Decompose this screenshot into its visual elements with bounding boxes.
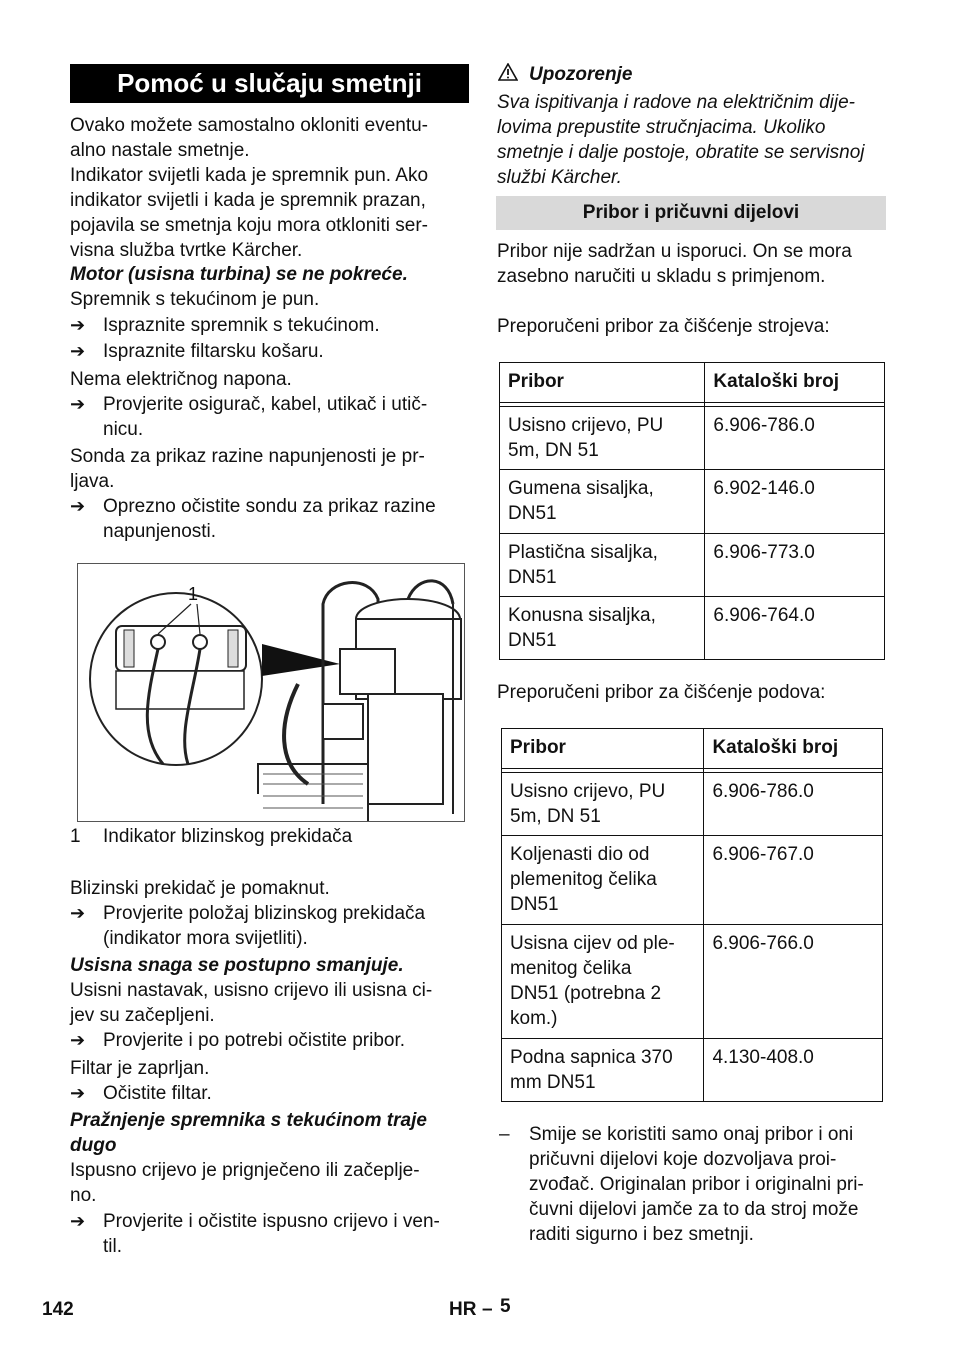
cause-probe-dirty: Sonda za prikaz razine napunjenosti je pr- ljava. <box>70 446 425 492</box>
footer-language: HR <box>449 1299 477 1320</box>
cause-filter-dirty: Filtar je zaprljan. <box>70 1058 210 1079</box>
intro-paragraph-1: Ovako možete samostalno okloniti eventu- alno nastale smetnje. <box>70 115 429 161</box>
heading-drain-slow: Pražnjenje spremnika s tekućinom traje dugo <box>70 1110 427 1156</box>
warning-text: Sva ispitivanja i radove na električnim dije- lovima prepustite stručnjacima. Ukoliko smetnje i dalje postoje, obratite se servisnoj službi Kärcher. <box>497 92 865 188</box>
warning-icon <box>498 63 518 81</box>
note-dash: – <box>499 1124 510 1145</box>
floor-cleaning-label: Preporučeni pribor za čišćenje podova: <box>497 682 826 703</box>
action-check-drain: Provjerite i očistite ispusno crijevo i ven- til. <box>103 1211 440 1257</box>
arrow-icon: ➔ <box>70 394 86 414</box>
cause-drain-hose: Ispusno crijevo je prignječeno ili začeplje- no. <box>70 1160 420 1206</box>
table-cell: 6.906-786.0 <box>704 773 883 836</box>
accessories-table-machines <box>499 362 885 660</box>
table-cell: 4.130-408.0 <box>704 1039 883 1102</box>
accessories-intro: Pribor nije sadržan u isporuci. On se mora zasebno naručiti u skladu s primjenom. <box>497 241 852 287</box>
legend-text: Indikator blizinskog prekidača <box>103 826 353 847</box>
action-check-fuse: Provjerite osigurač, kabel, utikač i utič- nicu. <box>103 394 428 440</box>
note-text: Smije se koristiti samo onaj pribor i oni pričuvni dijelovi koje dozvoljava proi- zvođač. Originalan pribor i originalni pri- čuvni dijelovi jamče za to da stroj može raditi sigurno i bez smetnji. <box>529 1124 864 1245</box>
table-cell: Usisno crijevo, PU 5m, DN 51 <box>502 773 704 836</box>
footer-section-page: 5 <box>500 1296 511 1317</box>
arrow-icon: ➔ <box>70 903 86 923</box>
action-empty-basket: Ispraznite filtarsku košaru. <box>103 341 324 362</box>
table-cell: 6.906-773.0 <box>705 534 885 597</box>
action-check-switch: Provjerite položaj blizinskog prekidača (indikator mora svijetliti). <box>103 903 426 949</box>
table-cell: 6.906-766.0 <box>704 925 883 1039</box>
heading-motor: Motor (usisna turbina) se ne pokreće. <box>70 264 408 285</box>
action-clean-probe: Oprezno očistite sondu za prikaz razine napunjenosti. <box>103 496 436 542</box>
table-cell: Usisna cijev od ple- menitog čelika DN51 (potrebna 2 kom.) <box>502 925 704 1039</box>
arrow-icon: ➔ <box>70 1083 86 1103</box>
cause-tank-full: Spremnik s tekućinom je pun. <box>70 289 320 310</box>
table-cell: 6.906-786.0 <box>705 407 885 470</box>
action-check-accessories: Provjerite i po potrebi očistite pribor. <box>103 1030 406 1051</box>
arrow-icon: ➔ <box>70 1211 86 1231</box>
page-number: 142 <box>42 1299 74 1320</box>
table-cell: Konusna sisaljka, DN51 <box>500 597 705 660</box>
table-cell: 6.906-767.0 <box>704 836 883 925</box>
cause-no-voltage: Nema električnog napona. <box>70 369 292 390</box>
page-title: Pomoć u slučaju smetnji <box>70 64 469 103</box>
table-cell: 6.902-146.0 <box>705 470 885 534</box>
cause-switch-moved: Blizinski prekidač je pomaknut. <box>70 878 330 899</box>
table-header: Pribor <box>502 729 704 769</box>
accessories-table-floors <box>501 728 883 1102</box>
legend-number: 1 <box>70 826 81 847</box>
table-cell: Gumena sisaljka, DN51 <box>500 470 705 534</box>
figure-callout-label: 1 <box>188 584 199 604</box>
table-header: Pribor <box>500 363 705 403</box>
arrow-icon: ➔ <box>70 496 86 516</box>
warning-title: Upozorenje <box>529 64 633 85</box>
table-cell: Plastična sisaljka, DN51 <box>500 534 705 597</box>
arrow-icon: ➔ <box>70 341 86 361</box>
footer-dash: – <box>482 1299 493 1320</box>
heading-suction-decrease: Usisna snaga se postupno smanjuje. <box>70 955 404 976</box>
table-cell: Podna sapnica 370 mm DN51 <box>502 1039 704 1102</box>
table-cell: Usisno crijevo, PU 5m, DN 51 <box>500 407 705 470</box>
table-header: Kataloški broj <box>705 363 885 403</box>
table-header: Kataloški broj <box>704 729 883 769</box>
intro-paragraph-2: Indikator svijetli kada je spremnik pun. Ako indikator svijetli i kada je spremnik prazan, pojavila se smetnja koju mora otkloniti ser- visna služba tvrtke Kärcher. <box>70 165 429 261</box>
table-cell: 6.906-764.0 <box>705 597 885 660</box>
table-cell: Koljenasti dio od plemenitog čelika DN51 <box>502 836 704 925</box>
cause-clogged: Usisni nastavak, usisno crijevo ili usisna ci- jev su začepljeni. <box>70 980 433 1026</box>
action-empty-tank: Ispraznite spremnik s tekućinom. <box>103 315 380 336</box>
section-heading-accessories: Pribor i pričuvni dijelovi <box>496 196 886 230</box>
arrow-icon: ➔ <box>70 315 86 335</box>
action-clean-filter: Očistite filtar. <box>103 1083 212 1104</box>
machine-cleaning-label: Preporučeni pribor za čišćenje strojeva: <box>497 316 830 337</box>
arrow-icon: ➔ <box>70 1030 86 1050</box>
proximity-switch-illustration <box>77 563 465 822</box>
